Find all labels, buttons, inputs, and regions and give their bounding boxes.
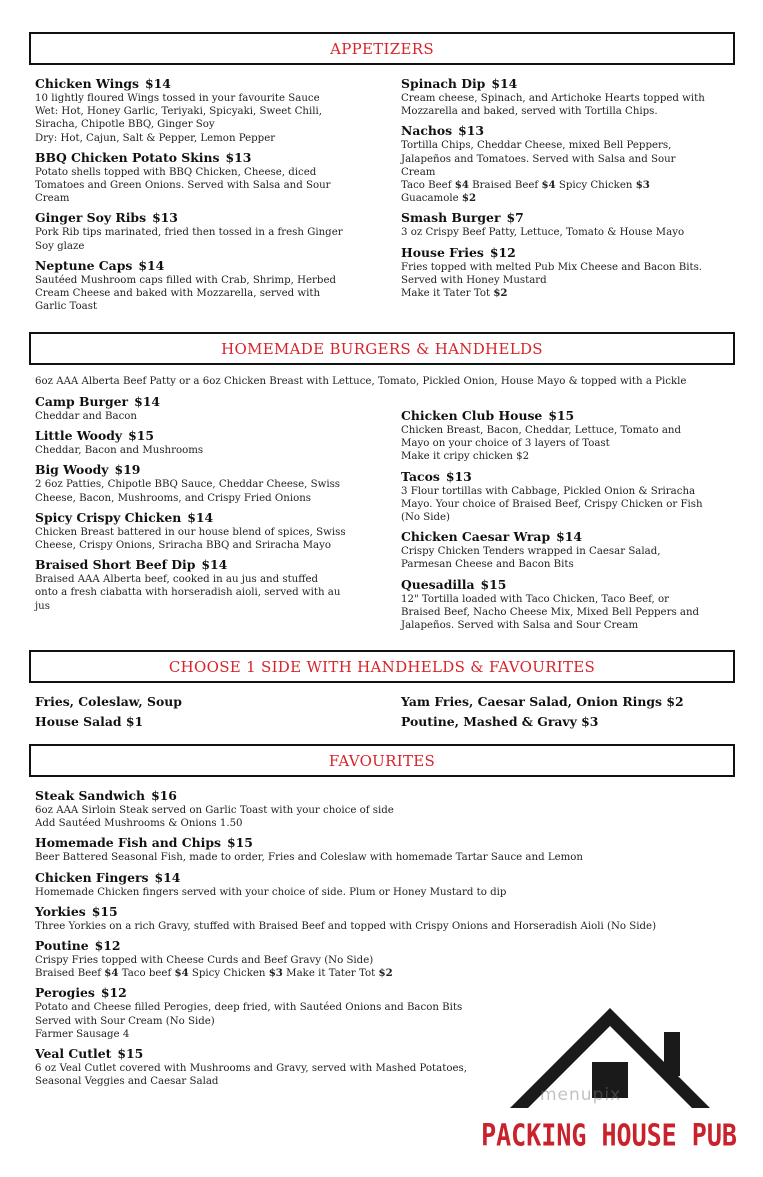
menu-item-smash-burger: Smash Burger $7 3 oz Crispy Beef Patty, Lettuce, Tomato & House Mayo bbox=[401, 210, 685, 239]
menu-item-nachos: Nachos $13 Tortilla Chips, Cheddar Cheese, mixed Bell Peppers, Jalapeños and Tomatoes. Served with Salsa and Sour Cream Taco Beef $4 Braised Beef $4 Spicy Chicken $3 Guacamole $2 bbox=[401, 123, 741, 205]
side-option: Poutine, Mashed & Gravy $3 bbox=[401, 714, 599, 729]
brand-name: PACKING HOUSE PUB bbox=[481, 1118, 737, 1153]
sides-header: CHOOSE 1 SIDE WITH HANDHELDS & FAVOURITES bbox=[29, 650, 735, 683]
burgers-intro: 6oz AAA Alberta Beef Patty or a 6oz Chicken Breast with Lettuce, Tomato, Pickled Onion, House Mayo & topped with a Pickle bbox=[35, 376, 687, 387]
poutine-addons: Braised Beef $4 Taco beef $4 Spicy Chicken $3 Make it Tater Tot $2 bbox=[35, 967, 393, 980]
menu-item-camp-burger: Camp Burger $14 Cheddar and Bacon bbox=[35, 394, 160, 422]
watermark: menupix bbox=[540, 1085, 622, 1105]
side-option: Fries, Coleslaw, Soup bbox=[35, 694, 182, 709]
menu-item-spinach-dip: Spinach Dip $14 Cream cheese, Spinach, and Artichoke Hearts topped with Mozzarella and baked, served with Tortilla Chips. bbox=[401, 76, 705, 118]
burgers-left-column bbox=[35, 394, 395, 618]
side-option: Yam Fries, Caesar Salad, Onion Rings $2 bbox=[401, 694, 684, 709]
appetizers-right-column bbox=[401, 76, 741, 305]
favourites-header: FAVOURITES bbox=[29, 744, 735, 777]
menu-item-chicken-caesar-wrap: Chicken Caesar Wrap $14 Crispy Chicken Tenders wrapped in Caesar Salad, Parmesan Cheese and Bacon Bits bbox=[401, 529, 661, 571]
menu-item-homemade-fish-and-chips: Homemade Fish and Chips $15 Beer Battered Seasonal Fish, made to order, Fries and Coleslaw with homemade Tartar Sauce and Lemon bbox=[35, 835, 583, 864]
burgers-header: HOMEMADE BURGERS & HANDHELDS bbox=[29, 332, 735, 365]
menu-item-bbq-chicken-potato-skins: BBQ Chicken Potato Skins $13 Potato shells topped with BBQ Chicken, Cheese, diced Tomatoes and Green Onions. Served with Salsa and Sour Cream bbox=[35, 149, 331, 205]
appetizers-left-column bbox=[35, 76, 395, 318]
menu-item-veal-cutlet: Veal Cutlet $15 6 oz Veal Cutlet covered with Mushrooms and Gravy, served with Mashed Potatoes, Seasonal Veggies and Caesar Salad bbox=[35, 1046, 467, 1088]
menu-item-big-woody: Big Woody $19 2 6oz Patties, Chipotle BBQ Sauce, Cheddar Cheese, Swiss Cheese, Bacon, Mushrooms, and Crispy Fried Onions bbox=[35, 462, 341, 504]
menu-item-chicken-club-house: Chicken Club House $15 Chicken Breast, Bacon, Cheddar, Lettuce, Tomato and Mayo on your choice of 3 layers of Toast Make it cripy chicken $2 bbox=[401, 408, 681, 463]
menu-item-chicken-wings: Chicken Wings $14 10 lightly floured Wings tossed in your favourite Sauce Wet: Hot, Honey Garlic, Teriyaki, Spicyaki, Sweet Chili, Siracha, Chipotle BBQ, Ginger Soy Dry: Hot, Cajun, Salt & Pepper, Lemon Pepper bbox=[35, 76, 322, 144]
menu-item-ginger-soy-ribs: Ginger Soy Ribs $13 Pork Rib tips marinated, fried then tossed in a fresh Ginger Soy glaze bbox=[35, 210, 343, 252]
menu-item-chicken-fingers: Chicken Fingers $14 Homemade Chicken fingers served with your choice of side. Plum or Honey Mustard to dip bbox=[35, 869, 507, 898]
menu-item-little-woody: Little Woody $15 Cheddar, Bacon and Mushrooms bbox=[35, 428, 204, 457]
menu-item-quesadilla: Quesadilla $15 12" Tortilla loaded with Taco Chicken, Taco Beef, or Braised Beef, Nacho Cheese Mix, Mixed Bell Peppers and Jalapeños. Served with Salsa and Sour Cream bbox=[401, 576, 700, 632]
burgers-right-column bbox=[401, 408, 741, 637]
menu-item-yorkies: Yorkies $15 Three Yorkies on a rich Gravy, stuffed with Braised Beef and topped with Crispy Onions and Horseradish Aioli (No Side) bbox=[35, 903, 657, 932]
menu-item-house-fries: House Fries $12 Fries topped with melted Pub Mix Cheese and Bacon Bits. Served with Honey Mustard Make it Tater Tot $2 bbox=[401, 244, 703, 300]
appetizers-header: APPETIZERS bbox=[29, 32, 735, 65]
menu-item-perogies: Perogies $12 Potato and Cheese filled Perogies, deep fried, with Sautéed Onions and Bacon Bits Served with Sour Cream (No Side) Farmer Sausage 4 bbox=[35, 985, 463, 1040]
side-option: House Salad $1 bbox=[35, 714, 144, 729]
menu-item-steak-sandwich: Steak Sandwich $16 6oz AAA Sirloin Steak served on Garlic Toast with your choice of side Add Sautéed Mushrooms & Onions 1.50 bbox=[35, 788, 394, 830]
sides-right-column bbox=[401, 692, 684, 732]
menu-item-neptune-caps: Neptune Caps $14 Sautéed Mushroom caps filled with Crab, Shrimp, Herbed Cream Cheese and baked with Mozzarella, served with Garlic Toast bbox=[35, 257, 336, 313]
menu-item-tacos: Tacos $13 3 Flour tortillas with Cabbage, Pickled Onion & Sriracha Mayo. Your choice of Braised Beef, Crispy Chicken or Fish (No Side) bbox=[401, 468, 703, 524]
menu-item-braised-short-beef-dip: Braised Short Beef Dip $14 Braised AAA Alberta beef, cooked in au jus and stuffed onto a fresh ciabatta with horseradish aioli, served with au jus bbox=[35, 557, 341, 612]
menu-item-spicy-crispy-chicken: Spicy Crispy Chicken $14 Chicken Breast battered in our house blend of spices, Swiss Cheese, Crispy Onions, Sriracha BBQ and Sriracha Mayo bbox=[35, 509, 346, 552]
menu-item-poutine: Poutine $12 Crispy Fries topped with Cheese Curds and Beef Gravy (No Side) Braised Beef $4 Taco beef $4 Spicy Chicken $3 Make it Tater Tot $2 bbox=[35, 938, 735, 980]
nachos-addons: Taco Beef $4 Braised Beef $4 Spicy Chicken $3 bbox=[401, 179, 650, 192]
sides-left-column bbox=[35, 692, 182, 732]
